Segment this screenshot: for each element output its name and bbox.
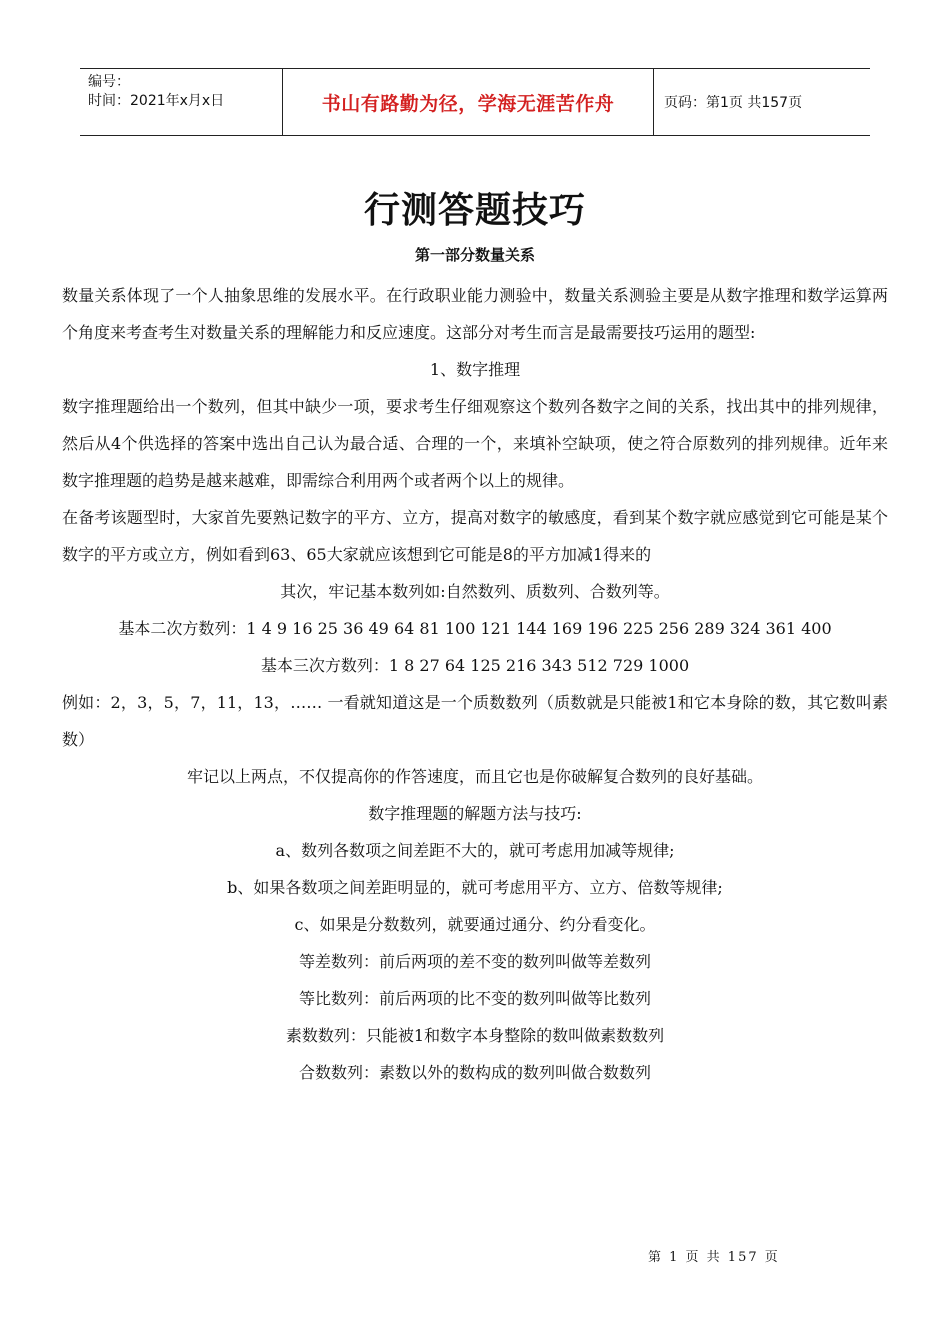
page-footer: 第 1 页 共 157 页 bbox=[648, 1250, 780, 1265]
paragraph-definition: 数字推理题给出一个数列，但其中缺少一项，要求考生仔细观察这个数列各数字之间的关系，找出其中的排列规律，然后从4个供选择的答案中选出自己认为最合适、合理的一个，来填补空缺项，使之符合原数列的排列规律。近年来数字推理题的趋势是越来越难，即需综合利用两个或者两个以上的规律。 bbox=[62, 397, 888, 490]
paragraph-prime-example: 例如：2，3，5，7，11，13，…… 一看就知道这是一个质数数列（质数就是只能被1和它本身除的数，其它数叫素数） bbox=[62, 693, 888, 749]
paragraph-basic-sequences: 其次，牢记基本数列如:自然数列、质数列、合数列等。 bbox=[280, 582, 670, 601]
paragraph-preparation: 在备考该题型时，大家首先要熟记数字的平方、立方，提高对数字的敏感度，看到某个数字就应感觉到它可能是某个数字的平方或立方，例如看到63、65大家就应该想到它可能是8的平方加减1得来的 bbox=[62, 508, 888, 564]
document-date: 时间：2021年x月x日 bbox=[88, 93, 225, 109]
document-title: 行测答题技巧 bbox=[363, 189, 586, 231]
heading-number-reasoning: 1、数字推理 bbox=[429, 360, 521, 379]
method-a: a、数列各数项之间差距不大的，就可考虑用加减等规律; bbox=[275, 841, 675, 860]
paragraph-squares: 基本二次方数列：1 4 9 16 25 36 49 64 81 100 121 144 169 196 225 256 289 324 361 400 bbox=[118, 619, 832, 638]
document-number-label: 编号： bbox=[88, 74, 130, 90]
def-geometric: 等比数列：前后两项的比不变的数列叫做等比数列 bbox=[298, 989, 651, 1008]
body-text bbox=[62, 277, 888, 1091]
def-prime: 素数数列：只能被1和数字本身整除的数叫做素数数列 bbox=[285, 1026, 665, 1045]
section-heading: 第一部分数量关系 bbox=[414, 246, 535, 264]
method-b: b、如果各数项之间差距明显的，就可考虑用平方、立方、倍数等规律; bbox=[227, 878, 723, 897]
method-c: c、如果是分数数列，就要通过通分、约分看变化。 bbox=[294, 915, 656, 934]
def-composite: 合数数列：素数以外的数构成的数列叫做合数数列 bbox=[298, 1063, 651, 1082]
paragraph-remember: 牢记以上两点，不仅提高你的作答速度，而且它也是你破解复合数列的良好基础。 bbox=[186, 767, 763, 786]
paragraph-methods-heading: 数字推理题的解题方法与技巧: bbox=[368, 804, 582, 823]
paragraph-cubes: 基本三次方数列：1 8 27 64 125 216 343 512 729 1000 bbox=[260, 656, 690, 675]
paragraph-intro: 数量关系体现了一个人抽象思维的发展水平。在行政职业能力测验中，数量关系测验主要是从数字推理和数学运算两个角度来考查考生对数量关系的理解能力和反应速度。这部分对考生而言是最需要技巧运用的题型: bbox=[62, 286, 888, 342]
def-arithmetic: 等差数列：前后两项的差不变的数列叫做等差数列 bbox=[298, 952, 651, 971]
header-motto: 书山有路勤为径，学海无涯苦作舟 bbox=[282, 69, 654, 135]
header-meta bbox=[80, 69, 282, 135]
page-header bbox=[80, 68, 870, 136]
header-page-info: 页码：第1页 共157页 bbox=[664, 95, 803, 111]
